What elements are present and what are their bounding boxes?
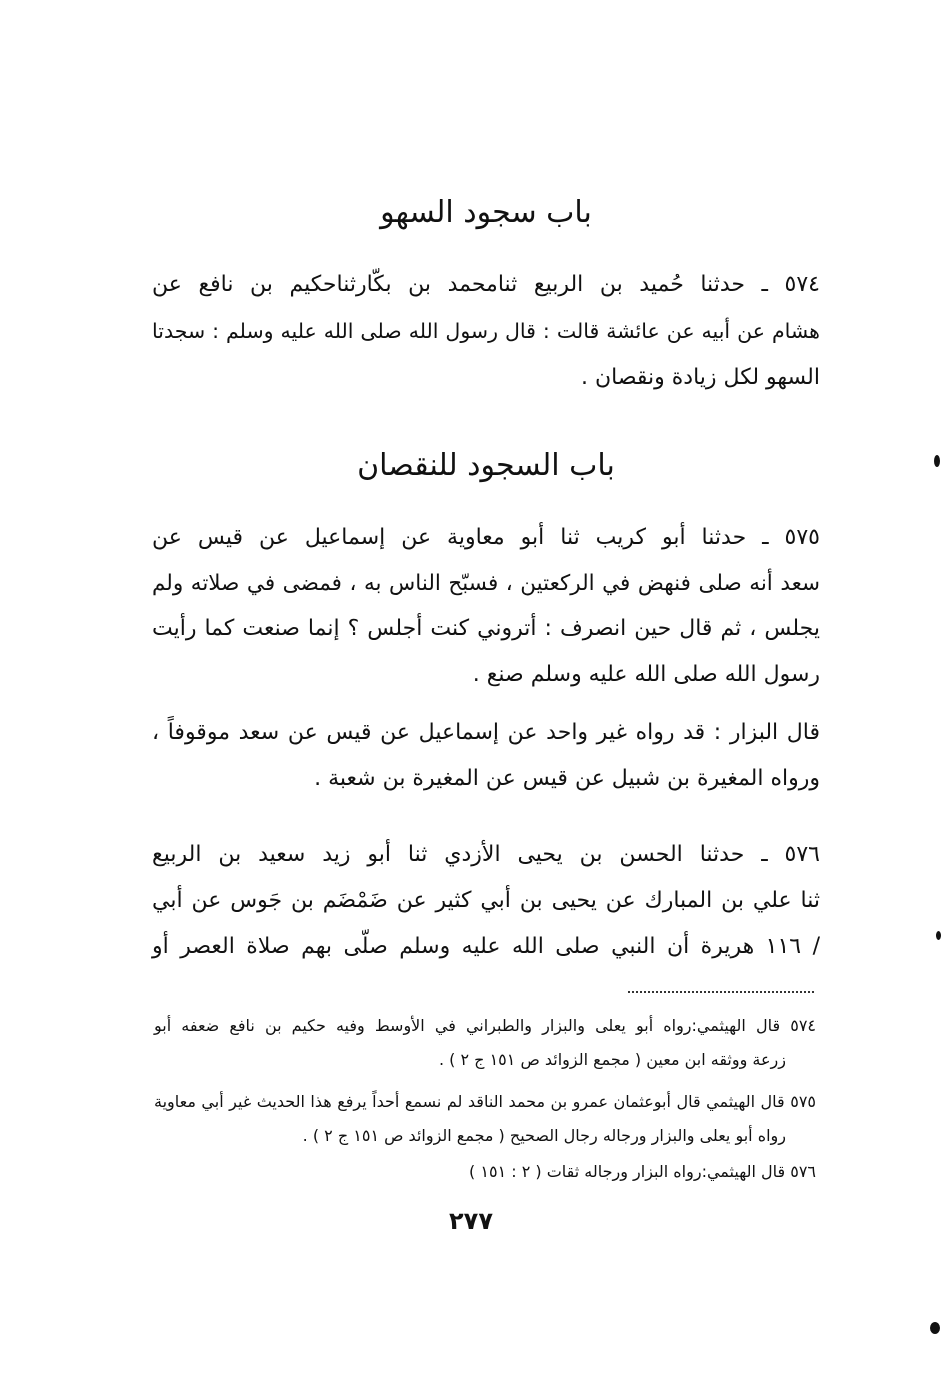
hadith-574-line-1: ٥٧٤ ـ حدثنا حُميد بن الربيع ثنامحمد بن بكّارثناحكيم بن نافع عن	[152, 272, 820, 297]
hadith-576-line-1: ٥٧٦ ـ حدثنا الحسن بن يحيى الأزدي ثنا أبو زيد سعيد بن الربيع	[152, 842, 820, 867]
footnote-576-line-1: ٥٧٦ قال الهيثمي:رواه البزار ورجاله ثقات ( ٢ : ١٥١ )	[469, 1162, 816, 1181]
hadith-575-line-3: يجلس ، ثم قال حين انصرف : أتروني كنت أجلس ؟ إنما صنعت كما رأيت	[152, 616, 820, 641]
hadith-575-line-4: رسول الله صلى الله عليه وسلم صنع .	[472, 662, 820, 687]
hadith-575-line-2: سعد أنه صلى فنهض في الركعتين ، فسبّح الناس به ، فمضى في صلاته ولم	[152, 571, 820, 596]
page-number: ٢٧٧	[449, 1207, 493, 1235]
hadith-575-line-1: ٥٧٥ ـ حدثنا أبو كريب ثنا أبو معاوية عن إسماعيل عن قيس عن	[152, 525, 820, 550]
footnote-575-line-2: رواه أبو يعلى والبزار ورجاله رجال الصحيح ( مجمع الزوائد ص ١٥١ ج ٢ ) .	[302, 1126, 786, 1145]
chapter-heading-sujud-al-sahw: باب سجود السهو	[380, 195, 592, 230]
bazzar-note-line-1: قال البزار : قد رواه غير واحد عن إسماعيل عن قيس عن سعد موقوفاً ،	[152, 720, 820, 745]
hadith-576-line-3: / ١١٦ هريرة أن النبي صلى الله عليه وسلم صلّى بهم صلاة العصر أو	[152, 934, 820, 959]
footnote-separator	[628, 991, 814, 993]
bazzar-note-line-2: ورواه المغيرة بن شبيل عن قيس عن المغيرة بن شعبة .	[314, 766, 820, 791]
scan-speck	[936, 931, 941, 940]
footnote-574-line-2: زرعة ووثقه ابن معين ( مجمع الزوائد ص ١٥١ ج ٢ ) .	[438, 1050, 786, 1069]
footnote-575-line-1: ٥٧٥ قال الهيثمي قال أبوعثمان عمرو بن محمد الناقد لم نسمع أحداً يرفع هذا الحديث غير أبي معاوية	[154, 1092, 816, 1111]
hadith-574-line-2: هشام عن أبيه عن عائشة قالت : قال رسول الله صلى الله عليه وسلم : سجدتا	[152, 319, 820, 343]
footnote-574-line-1: ٥٧٤ قال الهيثمي:رواه أبو يعلى والبزار والطبراني في الأوسط وفيه حكيم بن نافع ضعفه أبو	[154, 1016, 816, 1035]
scan-speck	[930, 1322, 940, 1334]
chapter-heading-sujud-lil-nuqsan: باب السجود للنقصان	[357, 448, 615, 483]
hadith-576-line-2: ثنا علي بن المبارك عن يحيى بن أبي كثير عن ضَمْضَم بن جَوس عن أبي	[152, 888, 820, 913]
hadith-574-line-3: السهو لكل زيادة ونقصان .	[580, 365, 820, 390]
scan-speck	[934, 455, 940, 467]
